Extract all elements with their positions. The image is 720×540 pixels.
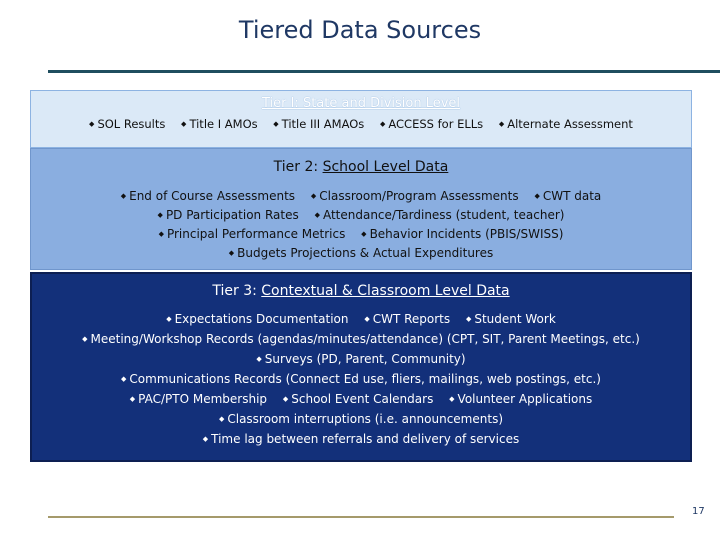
diamond-bullet-icon: ◆ xyxy=(364,315,370,323)
tier-2-panel xyxy=(30,148,692,270)
tier-3-line xyxy=(32,389,690,409)
diamond-bullet-icon: ◆ xyxy=(218,415,225,423)
list-item: ◆ Classroom interruptions (i.e. announcements) xyxy=(218,412,504,426)
tier-3-line xyxy=(32,429,690,449)
diamond-bullet-icon: ◆ xyxy=(379,120,386,128)
list-item: ◆ Communications Records (Connect Ed use, fliers, mailings, web postings, etc.) xyxy=(121,372,601,386)
tier-3-panel xyxy=(30,272,692,462)
list-item: ◆ Classroom/Program Assessments xyxy=(310,189,519,203)
tier-3-line xyxy=(32,409,690,429)
diamond-bullet-icon: ◆ xyxy=(273,120,279,128)
title-divider xyxy=(48,70,720,73)
tier-3-line xyxy=(32,369,690,389)
list-item: ◆ Budgets Projections & Actual Expenditures xyxy=(228,246,494,260)
list-item: ◆ Title I AMOs xyxy=(181,117,258,131)
diamond-bullet-icon: ◆ xyxy=(202,435,209,443)
diamond-bullet-icon: ◆ xyxy=(534,192,540,200)
list-item: ◆ Behavior Incidents (PBIS/SWISS) xyxy=(361,227,564,241)
list-item: ◆ Time lag between referrals and delivery of services xyxy=(202,432,520,446)
list-item: ◆ Volunteer Applications xyxy=(449,392,593,406)
tier-2-line xyxy=(31,206,691,225)
tier-1-panel xyxy=(30,90,692,148)
tier-1-items xyxy=(31,117,691,131)
tier-2-heading: Tier 2: School Level Data xyxy=(273,159,449,175)
list-item: ◆ Title III AMAOs xyxy=(273,117,365,131)
tier-3-line xyxy=(32,309,690,329)
diamond-bullet-icon: ◆ xyxy=(158,230,164,238)
diamond-bullet-icon: ◆ xyxy=(157,211,163,219)
diamond-bullet-icon: ◆ xyxy=(120,192,127,200)
diamond-bullet-icon: ◆ xyxy=(89,120,95,128)
diamond-bullet-icon: ◆ xyxy=(181,120,187,128)
list-item: ◆ ACCESS for ELLs xyxy=(379,117,484,131)
list-item: ◆ Meeting/Workshop Records (agendas/minutes/attendance) (CPT, SIT, Parent Meetings, etc.) xyxy=(82,332,640,346)
tier-2-line xyxy=(31,225,691,244)
diamond-bullet-icon: ◆ xyxy=(465,315,472,323)
diamond-bullet-icon: ◆ xyxy=(310,192,317,200)
list-item: ◆ CWT Reports xyxy=(364,312,451,326)
list-item: ◆ Student Work xyxy=(465,312,556,326)
diamond-bullet-icon: ◆ xyxy=(82,335,88,343)
list-item: ◆ Expectations Documentation xyxy=(166,312,349,326)
list-item: ◆ CWT data xyxy=(534,189,602,203)
diamond-bullet-icon: ◆ xyxy=(282,395,289,403)
list-item: ◆ PD Participation Rates xyxy=(157,208,299,222)
diamond-bullet-icon: ◆ xyxy=(314,211,320,219)
tier-3-heading: Tier 3: Contextual & Classroom Level Data xyxy=(212,283,510,299)
list-item: ◆ School Event Calendars xyxy=(282,392,434,406)
diamond-bullet-icon: ◆ xyxy=(449,395,455,403)
list-item: ◆ SOL Results xyxy=(89,117,166,131)
list-item: ◆ Principal Performance Metrics xyxy=(158,227,346,241)
list-item: ◆ Attendance/Tardiness (student, teacher) xyxy=(314,208,565,222)
tier-3-line xyxy=(32,349,690,369)
diamond-bullet-icon: ◆ xyxy=(129,395,136,403)
diamond-bullet-icon: ◆ xyxy=(361,230,367,238)
tier-3-line xyxy=(32,329,690,349)
diamond-bullet-icon: ◆ xyxy=(256,355,262,363)
tier-2-line xyxy=(31,187,691,206)
tier-2-line xyxy=(31,244,691,263)
list-item: ◆ PAC/PTO Membership xyxy=(129,392,268,406)
diamond-bullet-icon: ◆ xyxy=(498,120,505,128)
list-item: ◆ Surveys (PD, Parent, Community) xyxy=(256,352,466,366)
tier-2-items xyxy=(31,187,691,263)
list-item: ◆ End of Course Assessments xyxy=(120,189,296,203)
diamond-bullet-icon: ◆ xyxy=(228,249,235,257)
list-item: ◆ Alternate Assessment xyxy=(498,117,633,131)
footer-divider xyxy=(48,516,674,518)
slide-title: Tiered Data Sources xyxy=(238,16,482,44)
tier-1-heading: Tier I: State and Division Level xyxy=(261,96,461,111)
diamond-bullet-icon: ◆ xyxy=(121,375,127,383)
page-number: 17 xyxy=(692,506,705,517)
diamond-bullet-icon: ◆ xyxy=(166,315,172,323)
tier-3-items xyxy=(32,309,690,449)
